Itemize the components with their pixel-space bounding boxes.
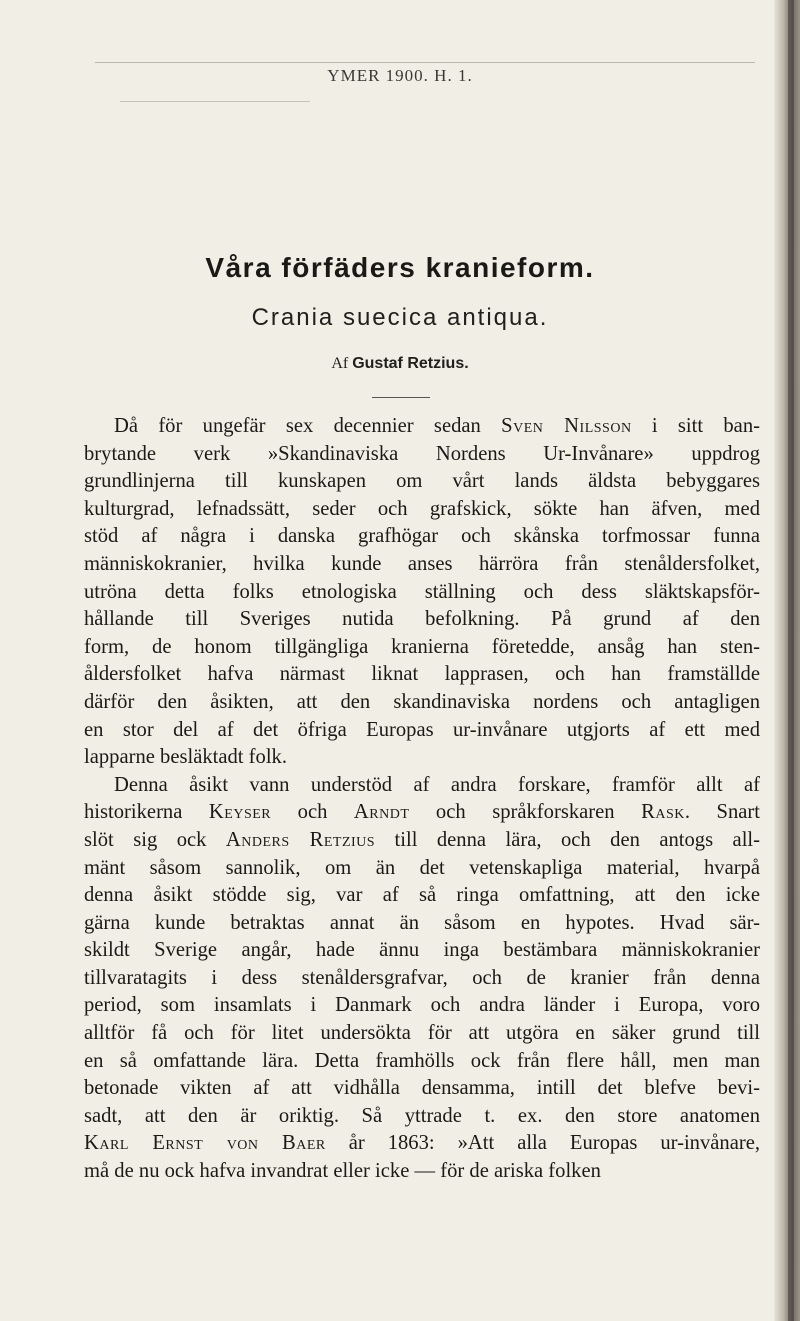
text-run: därför den åsikten, att den skandinaviska nordens och antagligen — [84, 690, 760, 713]
text-line — [84, 606, 760, 634]
text-run: lapparne besläktadt folk. — [84, 746, 288, 769]
text-run: betonade vikten af att vidhålla densamma, intill det blefve bevi- — [84, 1077, 760, 1100]
page-edge — [774, 0, 800, 1321]
text-run: brytande verk »Skandinaviska Nordens Ur-Invånare» uppdrog — [84, 442, 760, 465]
text-run: historikerna — [84, 801, 209, 824]
running-header: YMER 1900. H. 1. — [327, 66, 473, 85]
text-line — [84, 689, 760, 717]
text-line — [84, 855, 760, 883]
text-run: Denna åsikt vann understöd af andra forskare, framför allt af — [114, 773, 760, 796]
text-line — [84, 827, 760, 855]
text-line — [84, 717, 760, 745]
text-run: kulturgrad, lefnadssätt, seder och grafskick, sökte han äfven, med — [84, 497, 760, 520]
text-line — [84, 441, 760, 469]
text-run: hållande till Sveriges nutida befolkning. På grund af den — [84, 608, 760, 631]
text-run: form, de honom tillgängliga kranierna företedde, ansåg han sten- — [84, 635, 760, 658]
text-line — [84, 413, 760, 441]
text-line — [84, 496, 760, 524]
text-run: grundlinjerna till kunskapen om vårt lands äldsta bebyggares — [84, 470, 760, 493]
text-line — [84, 965, 760, 993]
text-line — [84, 1130, 760, 1158]
text-line — [84, 992, 760, 1020]
text-line — [84, 1020, 760, 1048]
text-run: period, som insamlats i Danmark och andra länder i Europa, voro — [84, 994, 760, 1017]
text-run: stöd af några i danska grafhögar och skånska torfmossar funna — [84, 525, 760, 548]
text-run: och — [271, 801, 354, 824]
header-underline — [120, 101, 310, 102]
text-line — [84, 799, 760, 827]
text-run: skildt Sverige angår, hade ännu inga bestämbara människokranier — [84, 939, 760, 962]
text-run: år 1863: »Att alla Europas ur-invånare, — [325, 1132, 760, 1155]
text-run: åldersfolket hafva närmast liknat lapprasen, och han framställde — [84, 663, 760, 686]
text-run: och språkforskaren — [409, 801, 642, 824]
person-name: Keyser — [208, 801, 272, 824]
text-run: sadt, att den är oriktig. Så yttrade t. ex. den store anatomen — [84, 1104, 760, 1127]
text-line — [84, 551, 760, 579]
text-run: utröna detta folks etnologiska ställning och dess släktskapsför- — [84, 580, 760, 603]
text-line — [84, 1075, 760, 1103]
text-line — [84, 882, 760, 910]
text-line — [84, 744, 760, 772]
text-line — [84, 661, 760, 689]
text-run: alltför få och för litet undersökta för att utgöra en säker grund till — [84, 1022, 760, 1045]
text-run: en stor del af det öfriga Europas ur-invånare utgjorts af ett med — [84, 718, 760, 741]
person-name: Rask — [641, 801, 685, 824]
article-title: Våra förfäders kranieform. — [205, 252, 595, 283]
text-run: till denna lära, och den antogs all- — [375, 828, 760, 851]
header-rule — [95, 62, 755, 63]
article-subtitle: Crania suecica antiqua. — [251, 304, 549, 331]
text-line — [84, 937, 760, 965]
text-run: i sitt ban- — [631, 415, 760, 437]
text-run: må de nu ock hafva invandrat eller icke — för de ariska folken — [84, 1160, 601, 1183]
page-edge-shadow — [788, 0, 794, 1321]
text-line — [84, 579, 760, 607]
text-line — [84, 910, 760, 938]
person-name: Anders Retzius — [225, 828, 376, 851]
person-name: Arndt — [353, 801, 410, 824]
text-run: Då för ungefär sex decennier sedan — [114, 415, 502, 437]
text-line — [84, 1158, 760, 1186]
author-line — [0, 355, 800, 373]
article-body — [84, 413, 760, 1186]
text-run: människokranier, hvilka kunde anses härröra från stenåldersfolket, — [84, 552, 760, 575]
text-line — [84, 468, 760, 496]
text-run: . Snart — [684, 801, 761, 824]
text-line — [84, 1103, 760, 1131]
text-run: denna åsikt stödde sig, var af så ringa omfattning, att den icke — [84, 884, 760, 907]
person-name: Sven Nilsson — [501, 415, 632, 437]
text-line — [84, 523, 760, 551]
text-run: mänt såsom sannolik, om än det vetenskapliga material, hvarpå — [84, 856, 760, 879]
text-line — [84, 1048, 760, 1076]
author-prefix: Af — [331, 355, 349, 372]
text-line — [84, 634, 760, 662]
text-run: slöt sig ock — [84, 828, 226, 851]
text-run: gärna kunde betraktas annat än såsom en hypotes. Hvad sär- — [84, 911, 760, 934]
title-divider — [372, 397, 430, 398]
text-run: en så omfattande lära. Detta framhölls ock från flere håll, men man — [84, 1049, 760, 1072]
text-run: tillvaratagits i dess stenåldersgrafvar, och de kranier från denna — [84, 966, 760, 989]
author-name: Gustaf Retzius. — [352, 355, 469, 372]
text-line — [84, 772, 760, 800]
person-name: Karl Ernst von Baer — [84, 1132, 326, 1155]
